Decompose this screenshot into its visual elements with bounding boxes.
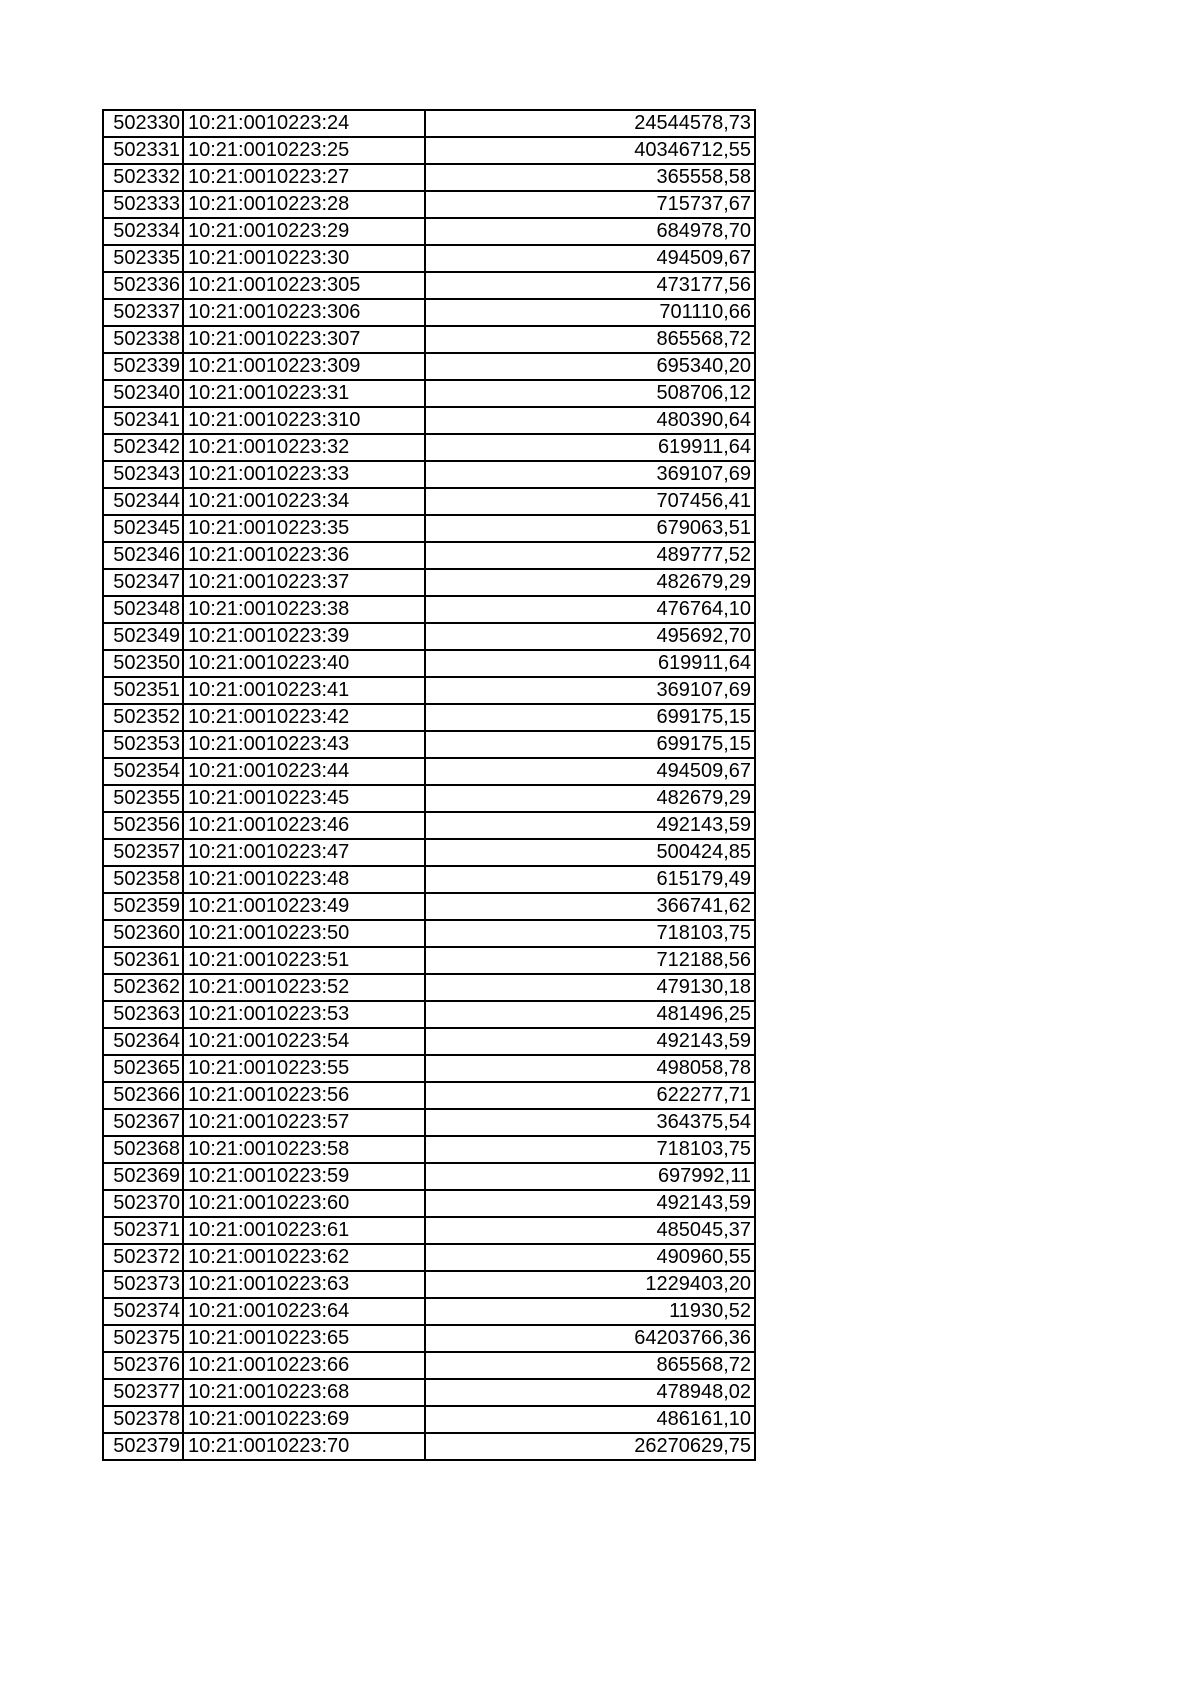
row-id-cell: 502336 [103,272,183,299]
table-row [103,1028,755,1055]
value-cell: 365558,58 [425,164,755,191]
value-cell: 1229403,20 [425,1271,755,1298]
value-cell: 11930,52 [425,1298,755,1325]
row-id-cell: 502367 [103,1109,183,1136]
row-id-cell: 502331 [103,137,183,164]
table-row [103,488,755,515]
value-cell: 478948,02 [425,1379,755,1406]
value-cell: 718103,75 [425,920,755,947]
value-cell: 64203766,36 [425,1325,755,1352]
row-id-cell: 502366 [103,1082,183,1109]
cadastral-number-cell: 10:21:0010223:48 [183,866,425,893]
row-id-cell: 502369 [103,1163,183,1190]
table-row [103,299,755,326]
row-id-cell: 502344 [103,488,183,515]
cadastral-number-cell: 10:21:0010223:46 [183,812,425,839]
row-id-cell: 502341 [103,407,183,434]
cadastral-number-cell: 10:21:0010223:306 [183,299,425,326]
cadastral-number-cell: 10:21:0010223:42 [183,704,425,731]
table-row [103,1136,755,1163]
row-id-cell: 502376 [103,1352,183,1379]
table-row [103,866,755,893]
table-row [103,947,755,974]
table-row [103,191,755,218]
value-cell: 865568,72 [425,1352,755,1379]
cadastral-number-cell: 10:21:0010223:49 [183,893,425,920]
row-id-cell: 502345 [103,515,183,542]
table-row [103,1082,755,1109]
value-cell: 701110,66 [425,299,755,326]
value-cell: 679063,51 [425,515,755,542]
row-id-cell: 502361 [103,947,183,974]
cadastral-number-cell: 10:21:0010223:68 [183,1379,425,1406]
value-cell: 492143,59 [425,1028,755,1055]
row-id-cell: 502355 [103,785,183,812]
table-row [103,785,755,812]
cadastral-number-cell: 10:21:0010223:39 [183,623,425,650]
table-row [103,839,755,866]
table-row [103,1001,755,1028]
value-cell: 476764,10 [425,596,755,623]
row-id-cell: 502373 [103,1271,183,1298]
row-id-cell: 502346 [103,542,183,569]
cadastral-number-cell: 10:21:0010223:32 [183,434,425,461]
value-cell: 369107,69 [425,461,755,488]
table-row [103,326,755,353]
table-row [103,1325,755,1352]
table-row [103,1190,755,1217]
value-cell: 494509,67 [425,758,755,785]
row-id-cell: 502340 [103,380,183,407]
value-cell: 364375,54 [425,1109,755,1136]
row-id-cell: 502370 [103,1190,183,1217]
cadastral-number-cell: 10:21:0010223:36 [183,542,425,569]
cadastral-number-cell: 10:21:0010223:50 [183,920,425,947]
row-id-cell: 502334 [103,218,183,245]
value-cell: 712188,56 [425,947,755,974]
value-cell: 615179,49 [425,866,755,893]
value-cell: 494509,67 [425,245,755,272]
cadastral-number-cell: 10:21:0010223:30 [183,245,425,272]
table-row [103,461,755,488]
row-id-cell: 502375 [103,1325,183,1352]
row-id-cell: 502377 [103,1379,183,1406]
table-row [103,1379,755,1406]
cadastral-number-cell: 10:21:0010223:43 [183,731,425,758]
value-cell: 622277,71 [425,1082,755,1109]
table-row [103,758,755,785]
value-cell: 490960,55 [425,1244,755,1271]
value-cell: 695340,20 [425,353,755,380]
row-id-cell: 502365 [103,1055,183,1082]
row-id-cell: 502357 [103,839,183,866]
table-row [103,1055,755,1082]
row-id-cell: 502379 [103,1433,183,1460]
row-id-cell: 502350 [103,650,183,677]
row-id-cell: 502362 [103,974,183,1001]
table-row [103,1109,755,1136]
cadastral-number-cell: 10:21:0010223:44 [183,758,425,785]
value-cell: 482679,29 [425,569,755,596]
value-cell: 699175,15 [425,731,755,758]
table-row [103,731,755,758]
row-id-cell: 502348 [103,596,183,623]
cadastral-number-cell: 10:21:0010223:65 [183,1325,425,1352]
cadastral-number-cell: 10:21:0010223:41 [183,677,425,704]
value-cell: 479130,18 [425,974,755,1001]
cadastral-number-cell: 10:21:0010223:24 [183,110,425,137]
cadastral-number-cell: 10:21:0010223:55 [183,1055,425,1082]
cadastral-number-cell: 10:21:0010223:64 [183,1298,425,1325]
cadastral-number-cell: 10:21:0010223:56 [183,1082,425,1109]
table-row [103,515,755,542]
cadastral-number-cell: 10:21:0010223:35 [183,515,425,542]
table-row [103,1352,755,1379]
table-body [103,110,755,1460]
row-id-cell: 502354 [103,758,183,785]
row-id-cell: 502351 [103,677,183,704]
value-cell: 480390,64 [425,407,755,434]
value-cell: 492143,59 [425,1190,755,1217]
table-row [103,812,755,839]
value-cell: 24544578,73 [425,110,755,137]
cadastral-number-cell: 10:21:0010223:63 [183,1271,425,1298]
value-cell: 500424,85 [425,839,755,866]
data-table [102,109,756,1461]
row-id-cell: 502358 [103,866,183,893]
cadastral-number-cell: 10:21:0010223:29 [183,218,425,245]
table-row [103,623,755,650]
cadastral-number-cell: 10:21:0010223:47 [183,839,425,866]
row-id-cell: 502371 [103,1217,183,1244]
row-id-cell: 502338 [103,326,183,353]
table-row [103,164,755,191]
cadastral-number-cell: 10:21:0010223:25 [183,137,425,164]
value-cell: 486161,10 [425,1406,755,1433]
cadastral-number-cell: 10:21:0010223:66 [183,1352,425,1379]
value-cell: 482679,29 [425,785,755,812]
row-id-cell: 502356 [103,812,183,839]
row-id-cell: 502368 [103,1136,183,1163]
row-id-cell: 502363 [103,1001,183,1028]
row-id-cell: 502347 [103,569,183,596]
value-cell: 699175,15 [425,704,755,731]
value-cell: 508706,12 [425,380,755,407]
value-cell: 369107,69 [425,677,755,704]
cadastral-number-cell: 10:21:0010223:33 [183,461,425,488]
table-row [103,1271,755,1298]
value-cell: 684978,70 [425,218,755,245]
cadastral-number-cell: 10:21:0010223:69 [183,1406,425,1433]
value-cell: 715737,67 [425,191,755,218]
cadastral-number-cell: 10:21:0010223:60 [183,1190,425,1217]
row-id-cell: 502333 [103,191,183,218]
cadastral-number-cell: 10:21:0010223:57 [183,1109,425,1136]
cadastral-number-cell: 10:21:0010223:54 [183,1028,425,1055]
row-id-cell: 502343 [103,461,183,488]
table-row [103,704,755,731]
value-cell: 40346712,55 [425,137,755,164]
value-cell: 26270629,75 [425,1433,755,1460]
value-cell: 707456,41 [425,488,755,515]
cadastral-number-cell: 10:21:0010223:31 [183,380,425,407]
table-row [103,1298,755,1325]
table-row [103,1433,755,1460]
table-row [103,1244,755,1271]
cadastral-number-cell: 10:21:0010223:38 [183,596,425,623]
value-cell: 619911,64 [425,434,755,461]
row-id-cell: 502335 [103,245,183,272]
value-cell: 498058,78 [425,1055,755,1082]
table-row [103,218,755,245]
cadastral-number-cell: 10:21:0010223:307 [183,326,425,353]
table-row [103,1217,755,1244]
value-cell: 485045,37 [425,1217,755,1244]
table-row [103,596,755,623]
table-row [103,407,755,434]
table-row [103,974,755,1001]
row-id-cell: 502332 [103,164,183,191]
row-id-cell: 502378 [103,1406,183,1433]
value-cell: 718103,75 [425,1136,755,1163]
value-cell: 495692,70 [425,623,755,650]
value-cell: 473177,56 [425,272,755,299]
table-row [103,434,755,461]
cadastral-number-cell: 10:21:0010223:52 [183,974,425,1001]
table-row [103,272,755,299]
table-row [103,245,755,272]
table-row [103,542,755,569]
table-row [103,353,755,380]
table-row [103,920,755,947]
table-row [103,569,755,596]
table-row [103,1163,755,1190]
cadastral-number-cell: 10:21:0010223:45 [183,785,425,812]
cadastral-number-cell: 10:21:0010223:59 [183,1163,425,1190]
cadastral-number-cell: 10:21:0010223:309 [183,353,425,380]
cadastral-number-cell: 10:21:0010223:27 [183,164,425,191]
row-id-cell: 502342 [103,434,183,461]
row-id-cell: 502339 [103,353,183,380]
row-id-cell: 502352 [103,704,183,731]
table-row [103,650,755,677]
row-id-cell: 502349 [103,623,183,650]
cadastral-number-cell: 10:21:0010223:40 [183,650,425,677]
cadastral-number-cell: 10:21:0010223:37 [183,569,425,596]
cadastral-number-cell: 10:21:0010223:28 [183,191,425,218]
row-id-cell: 502337 [103,299,183,326]
value-cell: 697992,11 [425,1163,755,1190]
cadastral-number-cell: 10:21:0010223:310 [183,407,425,434]
value-cell: 492143,59 [425,812,755,839]
table-row [103,137,755,164]
value-cell: 865568,72 [425,326,755,353]
cadastral-number-cell: 10:21:0010223:58 [183,1136,425,1163]
cadastral-number-cell: 10:21:0010223:305 [183,272,425,299]
cadastral-number-cell: 10:21:0010223:62 [183,1244,425,1271]
cadastral-number-cell: 10:21:0010223:51 [183,947,425,974]
cadastral-number-cell: 10:21:0010223:53 [183,1001,425,1028]
value-cell: 489777,52 [425,542,755,569]
table-row [103,893,755,920]
row-id-cell: 502330 [103,110,183,137]
value-cell: 619911,64 [425,650,755,677]
value-cell: 481496,25 [425,1001,755,1028]
value-cell: 366741,62 [425,893,755,920]
row-id-cell: 502374 [103,1298,183,1325]
table-row [103,677,755,704]
cadastral-number-cell: 10:21:0010223:70 [183,1433,425,1460]
table-row [103,110,755,137]
table-row [103,380,755,407]
table-row [103,1406,755,1433]
cadastral-number-cell: 10:21:0010223:34 [183,488,425,515]
row-id-cell: 502353 [103,731,183,758]
row-id-cell: 502372 [103,1244,183,1271]
cadastral-number-cell: 10:21:0010223:61 [183,1217,425,1244]
row-id-cell: 502360 [103,920,183,947]
row-id-cell: 502359 [103,893,183,920]
row-id-cell: 502364 [103,1028,183,1055]
